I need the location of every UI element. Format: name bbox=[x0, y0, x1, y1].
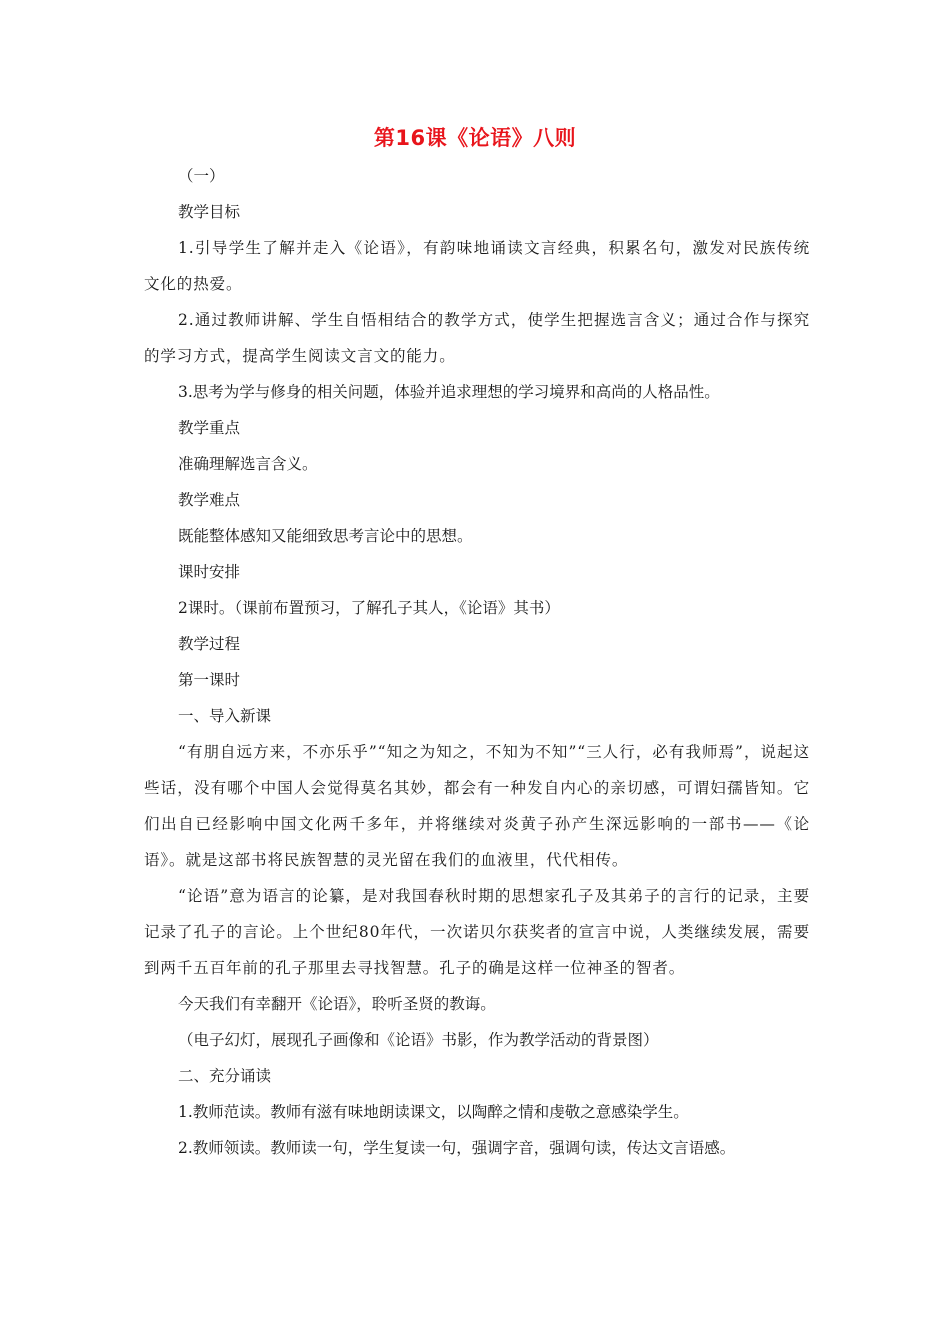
reading-step-2: 2.教师领读。教师读一句，学生复读一句，强调字音，强调句读，传达文言语感。 bbox=[178, 1139, 736, 1157]
heading-first-period: 第一课时 bbox=[178, 671, 241, 689]
intro-paragraph-3: 今天我们有幸翻开《论语》，聆听圣贤的教诲。 bbox=[178, 995, 496, 1013]
heading-teaching-goals: 教学目标 bbox=[178, 203, 241, 221]
heading-reading: 二、充分诵读 bbox=[178, 1067, 272, 1085]
section-marker: （一） bbox=[178, 167, 225, 185]
goal-1: 1.引导学生了解并走入《论语》，有韵味地诵读文言经典，积累名句，激发对民族传统文化的热爱。 bbox=[144, 239, 810, 293]
goal-2: 2.通过教师讲解、学生自悟相结合的教学方式，使学生把握选言含义；通过合作与探究的学习方式，提高学生阅读文言文的能力。 bbox=[144, 311, 810, 365]
heading-process: 教学过程 bbox=[178, 635, 241, 653]
lesson-title: 第16课《论语》八则 bbox=[373, 126, 577, 150]
key-points-text: 准确理解选言含义。 bbox=[178, 455, 318, 473]
document-body bbox=[144, 158, 810, 1166]
heading-difficulties: 教学难点 bbox=[178, 491, 241, 509]
heading-introduction: 一、导入新课 bbox=[178, 707, 272, 725]
goal-3: 3.思考为学与修身的相关问题，体验并追求理想的学习境界和高尚的人格品性。 bbox=[178, 383, 720, 401]
intro-paragraph-2: “论语”意为语言的论纂，是对我国春秋时期的思想家孔子及其弟子的言行的记录，主要记录了孔子的言论。上个世纪80年代，一次诺贝尔获奖者的宣言中说，人类继续发展，需要到两千五百年前的孔子那里去寻找智慧。孔子的确是这样一位神圣的智者。 bbox=[144, 887, 810, 977]
slide-note: （电子幻灯，展现孔子画像和《论语》书影，作为教学活动的背景图） bbox=[178, 1031, 659, 1049]
schedule-text: 2课时。（课前布置预习，了解孔子其人，《论语》其书） bbox=[178, 599, 560, 617]
heading-key-points: 教学重点 bbox=[178, 419, 241, 437]
intro-paragraph-1: “有朋自远方来，不亦乐乎”“知之为知之，不知为不知”“三人行，必有我师焉”，说起这些话，没有哪个中国人会觉得莫名其妙，都会有一种发自内心的亲切感，可谓妇孺皆知。它们出自已经影响中国文化两千多年，并将继续对炎黄子孙产生深远影响的一部书——《论语》。就是这部书将民族智慧的灵光留在我们的血液里，代代相传。 bbox=[144, 743, 810, 869]
difficulties-text: 既能整体感知又能细致思考言论中的思想。 bbox=[178, 527, 473, 545]
reading-step-1: 1.教师范读。教师有滋有味地朗读课文，以陶醉之情和虔敬之意感染学生。 bbox=[178, 1103, 689, 1121]
heading-schedule: 课时安排 bbox=[178, 563, 241, 581]
